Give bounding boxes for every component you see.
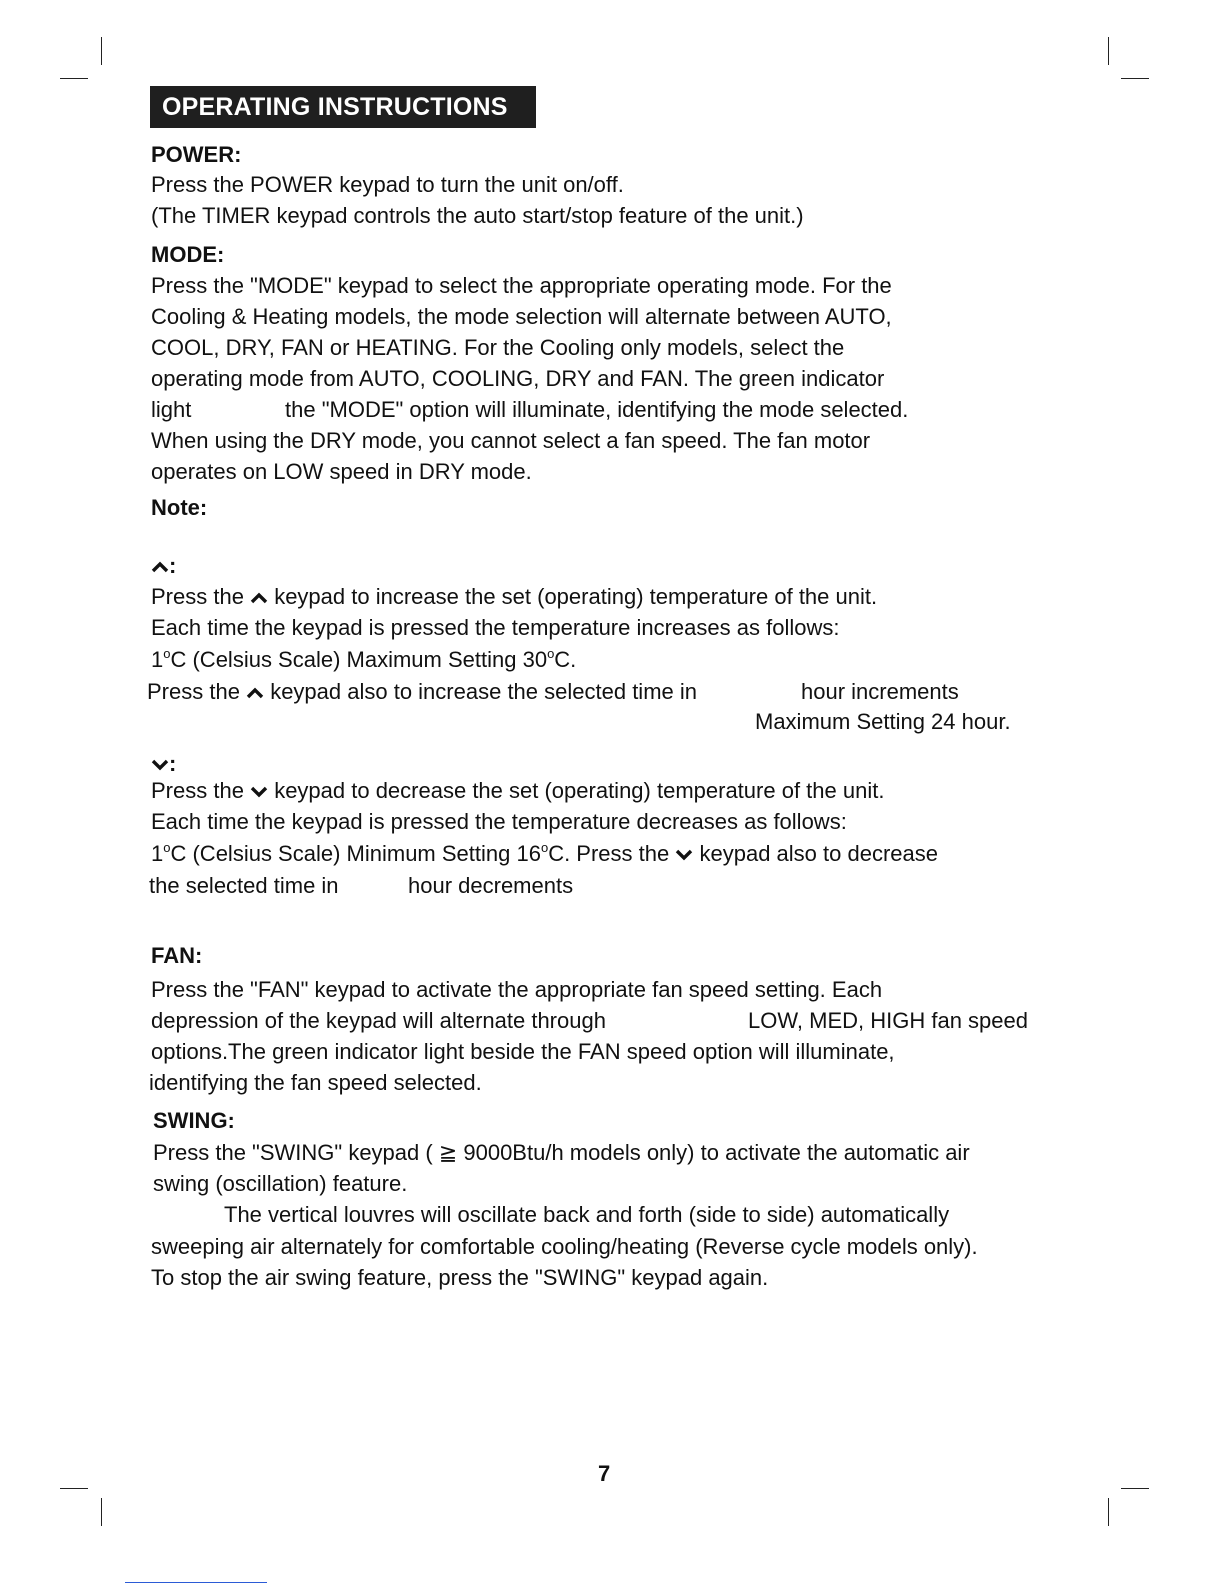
up-line-4-start: Press the <box>147 679 240 704</box>
up-arrow-icon <box>250 591 268 605</box>
crop-mark-top-right-v <box>1108 37 1109 65</box>
mode-line-7: operates on LOW speed in DRY mode. <box>151 459 532 484</box>
down-arrow-icon <box>250 785 268 799</box>
down-arrow-icon <box>151 758 169 772</box>
fan-heading: FAN: <box>151 943 203 968</box>
fan-line-3: options.The green indicator light beside the FAN speed option will illuminate, <box>151 1039 895 1064</box>
swing-line-2: swing (oscillation) feature. <box>153 1171 408 1196</box>
crop-mark-bottom-left-h <box>60 1488 88 1489</box>
mode-line-6: When using the DRY mode, you cannot select a fan speed. The fan motor <box>151 428 871 453</box>
mode-line-2: Cooling & Heating models, the mode selection will alternate between AUTO, <box>151 304 892 329</box>
fan-line-2a: depression of the keypad will alternate through <box>151 1008 606 1033</box>
down-min-step: 1 <box>151 841 164 866</box>
degree-symbol: o <box>163 646 171 661</box>
fan-line-1: Press the "FAN" keypad to activate the appropriate fan speed setting. Each <box>151 977 883 1002</box>
page-title: OPERATING INSTRUCTIONS <box>150 86 536 128</box>
up-line-1-start: Press the <box>151 584 244 609</box>
crop-mark-bottom-left-v <box>101 1498 102 1526</box>
up-line-1 <box>151 584 877 610</box>
crop-mark-bottom-right-h <box>1121 1488 1149 1489</box>
link-underline-mark <box>125 1582 267 1583</box>
fan-line-4: identifying the fan speed selected. <box>149 1070 482 1095</box>
down-line-3-mid: C (Celsius Scale) Minimum Setting 16 <box>170 841 541 866</box>
crop-mark-bottom-right-v <box>1108 1498 1109 1526</box>
mode-line-5b: the "MODE" option will illuminate, identifying the mode selected. <box>285 397 909 422</box>
down-line-3-mid2: C. Press the <box>548 841 670 866</box>
up-line-3-mid: C (Celsius Scale) Maximum Setting 30 <box>170 647 548 672</box>
down-line-1-start: Press the <box>151 778 244 803</box>
swing-line-3: The vertical louvres will oscillate back and forth (side to side) automatically <box>224 1202 950 1227</box>
swing-line-4: sweeping air alternately for comfortable cooling/heating (Reverse cycle models only). <box>151 1234 978 1259</box>
mode-heading: MODE: <box>151 242 225 267</box>
down-line-1 <box>151 778 884 804</box>
up-line-3 <box>151 647 576 673</box>
up-line-4 <box>147 679 697 705</box>
down-arrow-icon <box>675 848 693 862</box>
up-line-1-end: keypad to increase the set (operating) temperature of the unit. <box>274 584 878 609</box>
down-line-4a: the selected time in <box>149 873 339 898</box>
page-number: 7 <box>598 1461 611 1486</box>
crop-mark-top-left-h <box>60 78 88 79</box>
degree-symbol: o <box>547 646 555 661</box>
up-line-3-end: C. <box>554 647 577 672</box>
power-line-1: Press the POWER keypad to turn the unit on/off. <box>151 172 624 197</box>
crop-mark-top-left-v <box>101 37 102 65</box>
up-arrow-icon <box>246 686 264 700</box>
swing-line-5: To stop the air swing feature, press the "SWING" keypad again. <box>151 1265 769 1290</box>
power-heading: POWER: <box>151 142 242 167</box>
down-line-2: Each time the keypad is pressed the temperature decreases as follows: <box>151 809 847 834</box>
mode-line-5a: light <box>151 397 192 422</box>
degree-symbol: o <box>540 840 549 855</box>
up-line-5: Maximum Setting 24 hour. <box>755 709 1011 734</box>
up-line-4-mid: keypad also to increase the selected time in <box>270 679 697 704</box>
crop-mark-top-right-h <box>1121 78 1149 79</box>
swing-line-1: Press the "SWING" keypad ( ≧ 9000Btu/h models only) to activate the automatic air <box>153 1140 970 1165</box>
fan-line-2b: LOW, MED, HIGH fan speed <box>748 1008 1028 1033</box>
up-heading-colon: : <box>169 553 177 578</box>
down-heading-colon: : <box>169 751 177 776</box>
down-heading <box>151 751 176 777</box>
up-line-2: Each time the keypad is pressed the temperature increases as follows: <box>151 615 840 640</box>
degree-symbol: o <box>163 840 171 855</box>
up-arrow-icon <box>151 560 169 574</box>
down-line-3-end: keypad also to decrease <box>699 841 938 866</box>
mode-line-1: Press the "MODE" keypad to select the appropriate operating mode. For the <box>151 273 892 298</box>
mode-line-3: COOL, DRY, FAN or HEATING. For the Cooling only models, select the <box>151 335 845 360</box>
up-line-4-end: hour increments <box>801 679 959 704</box>
down-line-4b: hour decrements <box>408 873 574 898</box>
down-line-3 <box>151 841 938 867</box>
mode-line-4: operating mode from AUTO, COOLING, DRY and FAN. The green indicator <box>151 366 885 391</box>
up-min-step: 1 <box>151 647 164 672</box>
power-line-2: (The TIMER keypad controls the auto start/stop feature of the unit.) <box>151 203 804 228</box>
note-heading: Note: <box>151 495 208 520</box>
up-heading <box>151 553 176 579</box>
down-line-1-end: keypad to decrease the set (operating) temperature of the unit. <box>274 778 885 803</box>
swing-heading: SWING: <box>153 1108 235 1133</box>
